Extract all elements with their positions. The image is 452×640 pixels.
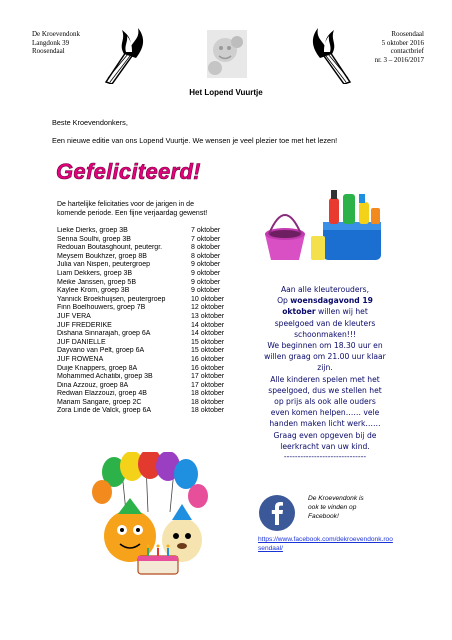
birthday-date: 9 oktober xyxy=(191,287,221,295)
birthday-date: 13 oktober xyxy=(191,312,225,320)
congrats-text xyxy=(57,201,253,218)
birthday-row xyxy=(57,287,253,296)
birthday-name: Senna Soulhi, groep 3B xyxy=(57,235,131,243)
birthday-name: JUF DANIËLLE xyxy=(57,338,106,346)
birthday-row xyxy=(57,236,253,245)
birthday-row xyxy=(57,253,253,262)
newsletter-title: Het Lopend Vuurtje xyxy=(189,88,263,97)
kleuter-line: schoonmaken!!! xyxy=(294,329,356,339)
birthday-name: Duije Knappers, groep 8A xyxy=(57,364,138,372)
birthday-name: Lieke Dierks, groep 3B xyxy=(57,227,128,234)
birthday-date: 18 oktober xyxy=(191,390,225,398)
birthday-row xyxy=(57,313,253,322)
newsletter-meta xyxy=(375,30,424,64)
congrats-heading: Gefeliciteerd! xyxy=(56,159,201,184)
address-line: Langdonk 39 xyxy=(32,38,70,47)
birthday-date: 16 oktober xyxy=(191,355,225,363)
birthday-name: Redwan Elazzouzi, groep 4B xyxy=(57,390,147,398)
birthday-date: 8 oktober xyxy=(191,244,221,252)
school-address xyxy=(32,30,80,56)
address-line: Roosendaal xyxy=(32,47,65,55)
birthday-name: Dishana Sinnarajah, groep 6A xyxy=(57,330,151,338)
birthday-date: 17 oktober xyxy=(191,373,225,381)
kleuter-line: willen graag om 21.00 uur klaar xyxy=(264,352,386,362)
birthday-row xyxy=(57,390,253,399)
birthday-row xyxy=(57,373,253,382)
birthday-date: 9 oktober xyxy=(191,269,221,277)
meta-line: Roosendaal xyxy=(391,30,424,38)
birthday-date: 15 oktober xyxy=(191,347,225,355)
kleuter-line: handen maken licht werk…… xyxy=(269,419,381,429)
birthday-date: 14 oktober xyxy=(191,321,225,329)
kleuter-line xyxy=(256,306,394,317)
kleuter-date: woensdagavond 19 xyxy=(290,296,373,306)
kleuter-line: op prijs als ook alle ouders xyxy=(274,397,376,407)
cleaning-supplies-illustration xyxy=(255,176,393,268)
birthday-date: 18 oktober xyxy=(191,407,225,415)
birthday-name: Kaylee Krom, groep 3B xyxy=(57,287,130,295)
birthday-date: 7 oktober xyxy=(191,227,221,234)
birthday-list xyxy=(57,227,253,416)
birthday-date: 9 oktober xyxy=(191,278,221,286)
greeting: Beste Kroevendonkers, xyxy=(52,118,128,127)
kleuter-line: Aan alle kleuterouders, xyxy=(280,285,370,294)
birthday-date: 8 oktober xyxy=(191,252,221,260)
birthday-date: 17 oktober xyxy=(191,381,225,389)
facebook-text-line: ook te vinden op xyxy=(308,504,357,511)
meta-line: 5 oktober 2016 xyxy=(381,38,424,47)
congrats-text-line: komende periode. Een fijne verjaardag gewenst! xyxy=(57,209,208,217)
facebook-link[interactable]: https://www.facebook.com/dekroevendonk.roosendaal/ xyxy=(258,536,393,552)
birthday-row xyxy=(57,296,253,305)
birthday-row xyxy=(57,244,253,253)
meta-line: contactbrief xyxy=(390,47,424,55)
intro-text: Een nieuwe editie van ons Lopend Vuurtje. We wensen je veel plezier toe met het lezen! xyxy=(52,136,338,145)
kleuter-line: Alle kinderen spelen met het xyxy=(270,374,380,384)
birthday-date: 18 oktober xyxy=(191,398,225,406)
kleuter-line: speelgoed, dus we stellen het xyxy=(268,385,382,395)
birthday-date: 9 oktober xyxy=(191,261,221,269)
birthday-name: JUF FREDERIKE xyxy=(57,321,112,329)
birthday-date: 10 oktober xyxy=(191,295,225,303)
birthday-name: Julia van Nispen, peutergroep xyxy=(57,261,151,269)
birthday-row xyxy=(57,330,253,339)
birthday-name: Yannick Broekhuijsen, peutergroep xyxy=(57,295,166,303)
birthday-row xyxy=(57,304,253,313)
facebook-text xyxy=(308,494,390,521)
kleuter-date: oktober xyxy=(282,307,316,317)
birthday-name: Mariam Sangare, groep 2C xyxy=(57,398,142,406)
birthday-name: Meysem Boukhzer, groep 8B xyxy=(57,252,147,260)
kleuter-text: willen wij het xyxy=(315,307,368,317)
birthday-name: Dayvano van Pelt, groep 6A xyxy=(57,347,145,355)
kleuter-line xyxy=(256,295,394,306)
facebook-icon[interactable] xyxy=(258,494,296,532)
kleuter-line: Graag even opgeven bij de xyxy=(273,430,377,440)
birthday-row xyxy=(57,382,253,391)
birthday-row xyxy=(57,279,253,288)
birthday-row xyxy=(57,322,253,331)
birthday-row xyxy=(57,407,253,416)
birthday-party-illustration xyxy=(86,452,216,584)
birthday-name: Zora Linde de Valck, groep 6A xyxy=(57,407,152,415)
birthday-date: 16 oktober xyxy=(191,364,225,372)
birthday-row xyxy=(57,227,253,236)
facebook-text-line: De Kroevendonk is xyxy=(308,495,364,502)
kleuter-announcement xyxy=(256,284,394,461)
birthday-date: 15 oktober xyxy=(191,338,225,346)
kleuter-line: leerkracht van uw kind. xyxy=(280,441,370,451)
meta-line: nr. 3 – 2016/2017 xyxy=(374,55,424,64)
birthday-name: Finn Boelhouwers, groep 7B xyxy=(57,304,146,312)
birthday-name: Meike Janssen, groep 5B xyxy=(57,278,136,286)
birthday-name: JUF ROWENA xyxy=(57,355,104,363)
birthday-date: 7 oktober xyxy=(191,235,221,243)
birthday-row xyxy=(57,356,253,365)
divider: ------------------------------ xyxy=(283,452,367,462)
birthday-row xyxy=(57,339,253,348)
birthday-date: 12 oktober xyxy=(191,304,225,312)
birthday-row xyxy=(57,365,253,374)
kleuter-line: We beginnen om 18.30 uur en xyxy=(267,341,383,351)
birthday-row xyxy=(57,270,253,279)
birthday-name: JUF VERA xyxy=(57,312,91,320)
birthday-date: 14 oktober xyxy=(191,330,225,338)
birthday-row xyxy=(57,347,253,356)
torch-right-icon xyxy=(300,22,360,84)
birthday-name: Liam Dekkers, groep 3B xyxy=(57,269,133,277)
kleuter-line: speelgoed van de kleuters xyxy=(274,318,376,328)
facebook-text-line: Facebook! xyxy=(308,513,339,520)
congrats-text-line: De hartelijke felicitaties voor de jarigen in de xyxy=(57,201,194,208)
birthday-name: Mohammed Achatibi, groep 3B xyxy=(57,373,153,381)
birthday-name: Redouan Boutasghount, peutergr. xyxy=(57,244,163,252)
address-line: De Kroevendonk xyxy=(32,30,81,38)
kleuter-text: Op xyxy=(277,296,291,306)
birthday-row xyxy=(57,399,253,408)
torch-left-icon xyxy=(96,22,156,84)
birthday-name: Dina Azzouz, groep 8A xyxy=(57,381,129,389)
kleuter-line: zijn. xyxy=(317,363,333,373)
school-logo xyxy=(203,28,251,80)
kleuter-line: even komen helpen…… vele xyxy=(270,408,380,418)
birthday-row xyxy=(57,261,253,270)
